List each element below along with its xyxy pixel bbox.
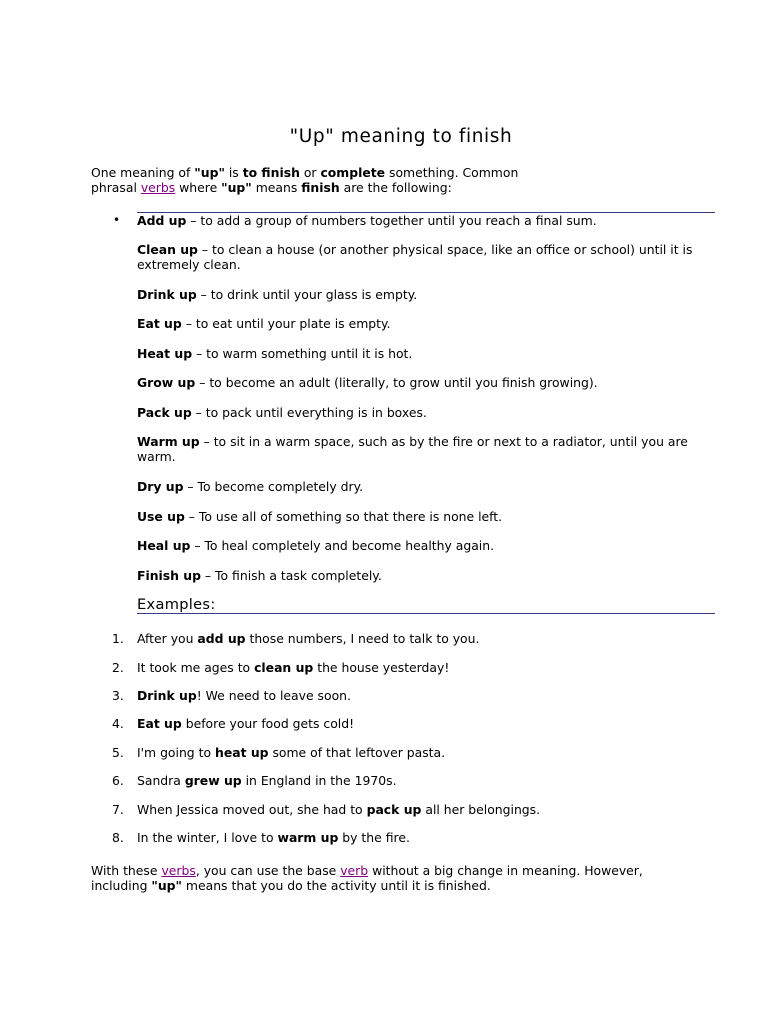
intro-paragraph	[91, 165, 561, 195]
closing-paragraph	[91, 863, 691, 893]
example-text: the house yesterday!	[313, 660, 450, 675]
example-item	[91, 660, 711, 675]
phrasal-verb-definition: – to eat until your plate is empty.	[181, 316, 391, 331]
phrasal-verb-term: Dry up	[137, 479, 184, 494]
list-item	[137, 375, 717, 390]
outro-bold-up: "up"	[151, 878, 182, 893]
list-number: 3.	[112, 688, 124, 703]
example-text: those numbers, I need to talk to you.	[245, 631, 480, 646]
example-text: Sandra	[137, 773, 185, 788]
verbs-link[interactable]: verbs	[140, 180, 176, 195]
example-text: in England in the 1970s.	[241, 773, 397, 788]
outro-text: , you can use the base	[195, 863, 341, 878]
list-item	[113, 213, 717, 228]
phrasal-verb-term: Use up	[137, 509, 185, 524]
example-phrasal-verb: Drink up	[137, 688, 197, 703]
example-text: When Jessica moved out, she had to	[137, 802, 367, 817]
example-text: before your food gets cold!	[181, 716, 355, 731]
list-number: 6.	[112, 773, 124, 788]
example-text: ! We need to leave soon.	[196, 688, 351, 703]
example-phrasal-verb: grew up	[184, 773, 242, 788]
verbs-link[interactable]: verbs	[161, 863, 196, 878]
example-item	[91, 745, 711, 760]
example-item	[91, 830, 711, 845]
list-number: 2.	[112, 660, 124, 675]
example-text: After you	[137, 631, 198, 646]
phrasal-verb-definition: – to pack until everything is in boxes.	[191, 405, 427, 420]
list-item	[137, 346, 717, 361]
phrasal-verb-term: Pack up	[137, 405, 192, 420]
intro-text: are the following:	[339, 180, 452, 195]
intro-text: where	[175, 180, 222, 195]
example-item	[91, 802, 711, 817]
example-phrasal-verb: pack up	[366, 802, 422, 817]
examples-heading: Examples:	[137, 596, 216, 613]
example-phrasal-verb: clean up	[254, 660, 314, 675]
phrasal-verb-term: Drink up	[137, 287, 197, 302]
list-number: 8.	[112, 830, 124, 845]
verb-link[interactable]: verb	[340, 863, 369, 878]
intro-bold-up: "up"	[221, 180, 252, 195]
phrasal-verb-definition: – to clean a house (or another physical space, like an office or school) until it is extremely clean.	[137, 242, 693, 272]
list-item	[137, 287, 717, 302]
list-item	[137, 568, 717, 583]
intro-text: is	[224, 165, 243, 180]
list-item	[137, 316, 717, 331]
example-item	[91, 688, 711, 703]
phrasal-verb-definition: – to become an adult (literally, to grow until you finish growing).	[195, 375, 598, 390]
phrasal-verb-term: Warm up	[137, 434, 200, 449]
example-phrasal-verb: heat up	[215, 745, 269, 760]
list-item	[137, 479, 717, 494]
phrasal-verb-term: Heat up	[137, 346, 193, 361]
intro-bold-finish: finish	[301, 180, 340, 195]
phrasal-verb-term: Clean up	[137, 242, 198, 257]
intro-bold-complete: complete	[320, 165, 386, 180]
outro-text: including	[91, 878, 152, 893]
phrasal-verb-definition: – to warm something until it is hot.	[192, 346, 413, 361]
page-title: "Up" meaning to finish	[289, 126, 513, 147]
list-item	[137, 405, 717, 420]
section-divider	[137, 613, 715, 614]
example-text: by the fire.	[338, 830, 410, 845]
phrasal-verb-definition: – to sit in a warm space, such as by the fire or next to a radiator, until you are warm.	[137, 434, 688, 464]
example-text: I'm going to	[137, 745, 215, 760]
list-number: 4.	[112, 716, 124, 731]
phrasal-verb-term: Heal up	[137, 538, 191, 553]
outro-text: without a big change in meaning. However,	[368, 863, 643, 878]
outro-text: With these	[91, 863, 162, 878]
example-text: some of that leftover pasta.	[268, 745, 446, 760]
intro-text: means	[251, 180, 302, 195]
list-item	[137, 434, 717, 464]
phrasal-verb-definition: – To become completely dry.	[183, 479, 364, 494]
list-number: 5.	[112, 745, 124, 760]
outro-text: means that you do the activity until it is finished.	[181, 878, 491, 893]
example-text: In the winter, I love to	[137, 830, 278, 845]
list-item	[137, 538, 717, 553]
phrasal-verb-definition: – To finish a task completely.	[200, 568, 382, 583]
example-text: It took me ages to	[137, 660, 255, 675]
example-phrasal-verb: Eat up	[137, 716, 182, 731]
example-phrasal-verb: warm up	[277, 830, 339, 845]
phrasal-verb-definition: – To use all of something so that there is none left.	[184, 509, 503, 524]
example-item	[91, 716, 711, 731]
intro-bold-up: "up"	[194, 165, 225, 180]
phrasal-verb-definition: – to drink until your glass is empty.	[196, 287, 418, 302]
list-number: 7.	[112, 802, 124, 817]
list-item	[137, 509, 717, 524]
intro-text: or	[299, 165, 321, 180]
example-phrasal-verb: add up	[197, 631, 246, 646]
intro-text: One meaning of	[91, 165, 195, 180]
intro-text: something. Common	[385, 165, 519, 180]
phrasal-verb-definition: – To heal completely and become healthy again.	[190, 538, 495, 553]
intro-bold-finish: to finish	[242, 165, 300, 180]
intro-text: phrasal	[91, 180, 141, 195]
bullet-icon: •	[113, 213, 121, 227]
list-number: 1.	[112, 631, 124, 646]
list-item	[137, 242, 717, 272]
example-text: all her belongings.	[421, 802, 541, 817]
phrasal-verb-term: Add up	[137, 213, 187, 228]
phrasal-verb-term: Finish up	[137, 568, 201, 583]
phrasal-verb-term: Eat up	[137, 316, 182, 331]
phrasal-verb-term: Grow up	[137, 375, 196, 390]
example-item	[91, 773, 711, 788]
phrasal-verb-definition: – to add a group of numbers together until you reach a final sum.	[186, 213, 597, 228]
example-item	[91, 631, 711, 646]
